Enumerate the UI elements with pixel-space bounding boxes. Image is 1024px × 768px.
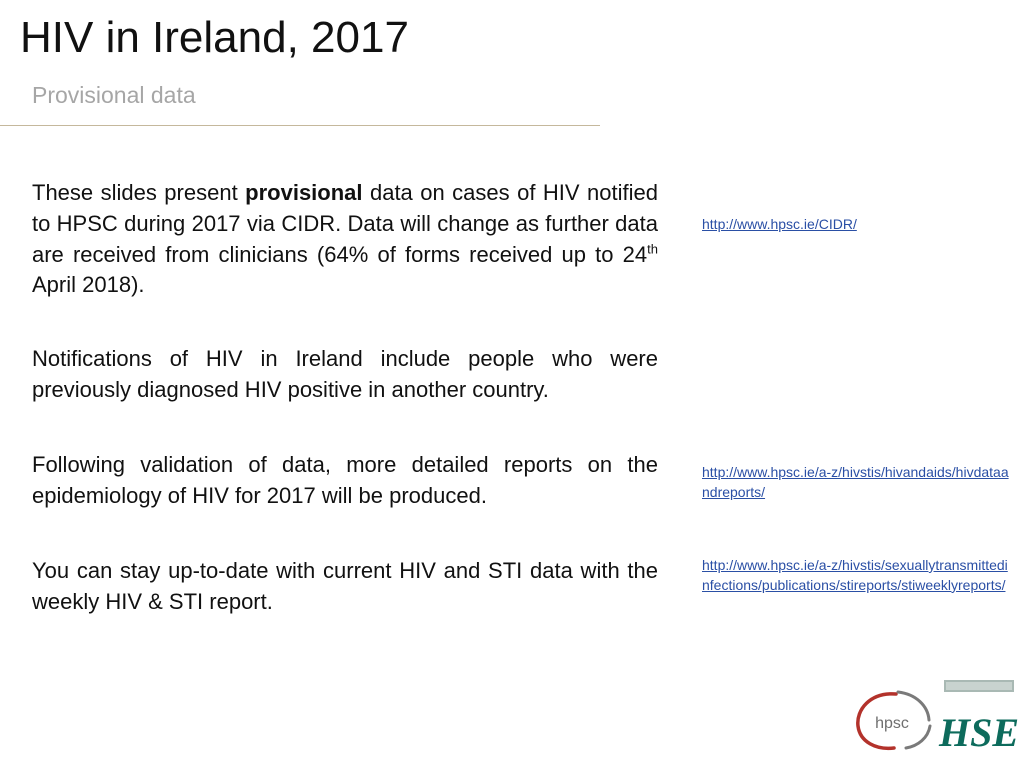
hse-logo-text: HSE [938,710,1020,755]
p1-bold: provisional [245,180,363,205]
hpsc-logo-icon [852,688,934,754]
hse-logo-top-bar-inner [946,682,1012,690]
paragraph-provisional [32,178,658,301]
p1-after: April 2018). [32,272,145,298]
hpsc-arc-grey-bottom [906,726,930,748]
paragraph-validation: Following validation of data, more detailed reports on the epidemiology of HIV for 2017 will be produced. [32,452,658,508]
page-title: HIV in Ireland, 2017 [20,13,409,62]
page-subtitle: Provisional data [32,82,196,108]
title-divider [0,125,600,126]
hse-logo [938,680,1020,760]
p1-before: These slides present [32,180,246,205]
hse-logo-icon [938,680,1020,760]
link-cidr[interactable]: http://www.hpsc.ie/CIDR/ [702,216,857,232]
hpsc-logo [852,688,934,754]
p1-sup: th [647,241,658,257]
link-hiv-reports[interactable]: http://www.hpsc.ie/a-z/hivstis/hivandaids/hivdataandreports/ [702,464,1009,500]
link-sti-weekly-reports[interactable]: http://www.hpsc.ie/a-z/hivstis/sexuallytransmittedinfections/publications/stireports/stiweeklyreports/ [702,557,1008,593]
hpsc-logo-text: hpsc [875,715,909,732]
p1-middle: data on cases of HIV notified to HPSC during 2017 via CIDR. Data will change as further data are received from clinicians (64% of forms received up to 24 [32,180,658,267]
paragraph-stay-up-to-date: You can stay up-to-date with current HIV and STI data with the weekly HIV & STI report. [32,558,658,614]
paragraph-notifications: Notifications of HIV in Ireland include people who were previously diagnosed HIV positive in another country. [32,346,658,402]
